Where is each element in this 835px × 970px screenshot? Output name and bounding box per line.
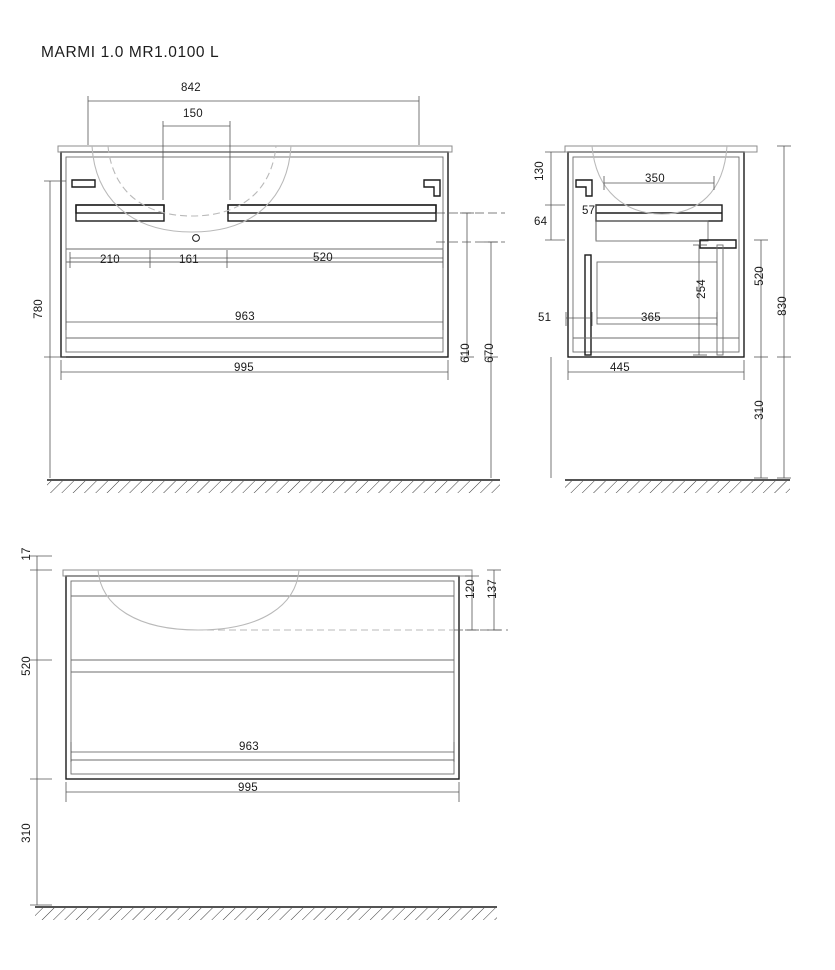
dim-side-365: 365 bbox=[641, 312, 661, 324]
front-floor-hatch bbox=[47, 480, 500, 493]
page-title: MARMI 1.0 MR1.0100 L bbox=[41, 44, 220, 61]
side-floor-hatch bbox=[565, 480, 790, 493]
dim-lower-310: 310 bbox=[21, 823, 33, 843]
dim-front-780: 780 bbox=[33, 299, 45, 319]
dim-front-150: 150 bbox=[183, 108, 203, 120]
dim-side-130: 130 bbox=[534, 161, 546, 181]
dim-side-520: 520 bbox=[754, 266, 766, 286]
dim-front-670: 670 bbox=[484, 343, 496, 363]
dim-lower-17: 17 bbox=[21, 547, 33, 561]
dim-front-210: 210 bbox=[100, 254, 120, 266]
front-basin-ghost bbox=[92, 146, 291, 232]
lower-view-outline bbox=[63, 570, 472, 779]
dim-side-254: 254 bbox=[696, 279, 708, 299]
dim-side-64: 64 bbox=[534, 216, 548, 228]
dim-side-350: 350 bbox=[645, 173, 665, 185]
dim-front-842: 842 bbox=[181, 82, 201, 94]
dim-front-161: 161 bbox=[179, 254, 199, 266]
dim-side-445: 445 bbox=[610, 362, 630, 374]
dim-side-310: 310 bbox=[754, 400, 766, 420]
dim-lower-120: 120 bbox=[465, 579, 477, 599]
lower-floor-hatch bbox=[35, 907, 497, 920]
dim-side-57: 57 bbox=[582, 205, 596, 217]
dim-side-830: 830 bbox=[777, 296, 789, 316]
dim-lower-995: 995 bbox=[238, 782, 258, 794]
dim-front-610: 610 bbox=[460, 343, 472, 363]
dim-front-963: 963 bbox=[235, 311, 255, 323]
dim-lower-963: 963 bbox=[239, 741, 259, 753]
dim-front-995: 995 bbox=[234, 362, 254, 374]
dim-side-51: 51 bbox=[538, 312, 552, 324]
dim-lower-520: 520 bbox=[21, 656, 33, 676]
lower-basin-ghost bbox=[98, 570, 454, 630]
lower-dimension-lines bbox=[30, 556, 508, 905]
dim-front-520: 520 bbox=[313, 252, 333, 264]
dim-lower-137: 137 bbox=[487, 579, 499, 599]
